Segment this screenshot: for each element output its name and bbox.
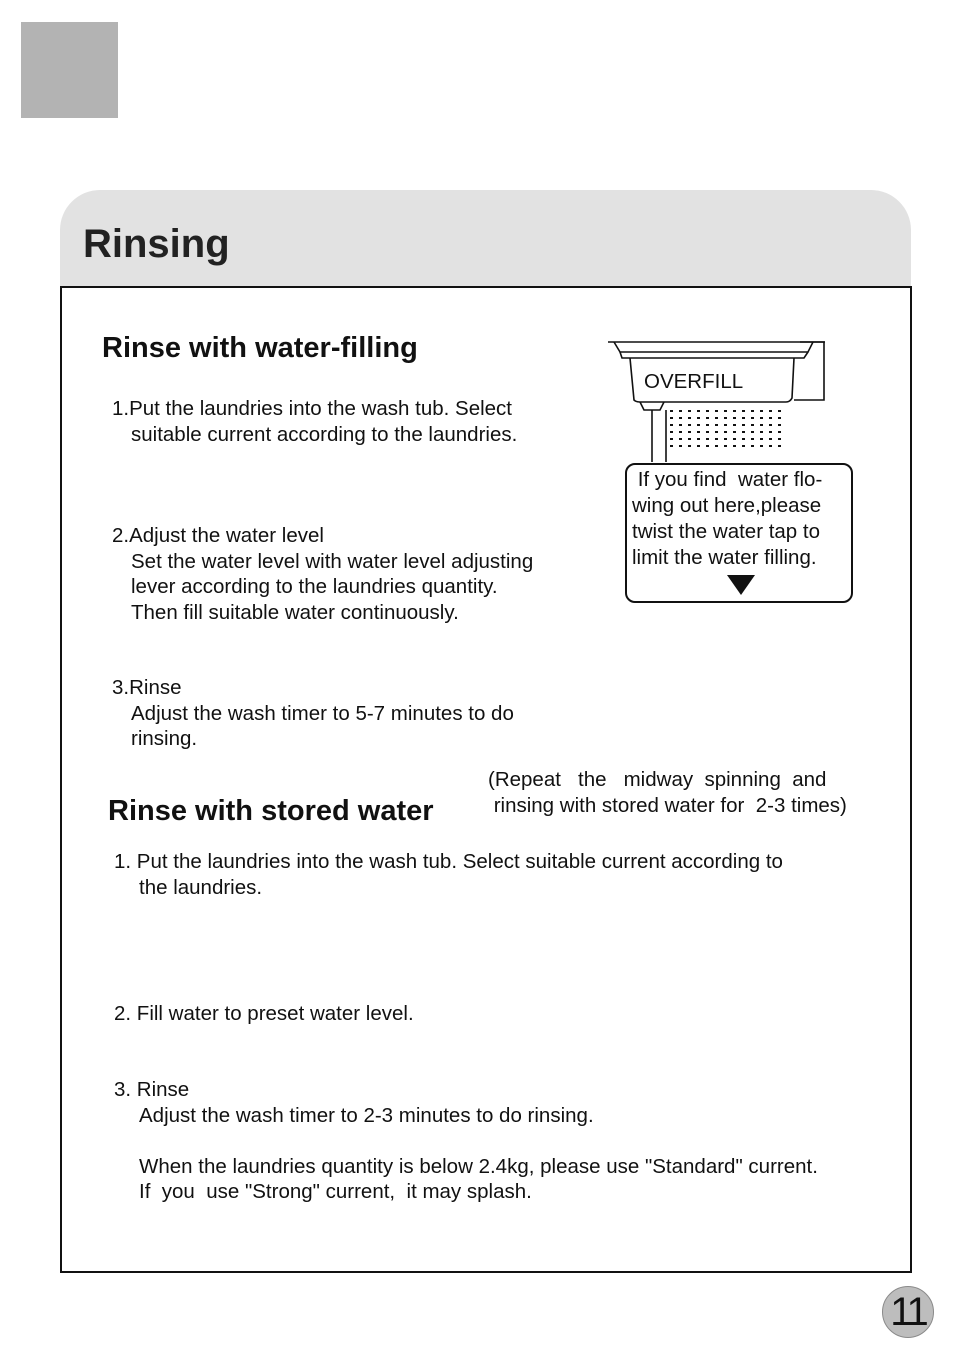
callout-text: limit the water filling. xyxy=(632,546,817,569)
step-text: rinsing. xyxy=(131,727,198,750)
step-text: lever according to the laundries quantity. xyxy=(131,575,498,598)
page-number-badge: 11 xyxy=(882,1286,934,1338)
step-text: When the laundries quantity is below 2.4kg, please use "Standard" current. xyxy=(139,1154,818,1178)
callout-text: wing out here,please xyxy=(632,494,822,517)
page-title: Rinsing xyxy=(83,222,230,266)
down-arrow-icon xyxy=(727,575,755,595)
step-3-stored-water xyxy=(114,1077,904,1205)
step-2-stored-water xyxy=(114,1001,884,1027)
step-text: 2.Adjust the water level xyxy=(112,524,324,547)
step-text: 3. Rinse xyxy=(114,1078,190,1101)
repeat-note xyxy=(488,767,888,818)
step-text: the laundries. xyxy=(139,875,263,899)
callout-text: If you find water flo- xyxy=(632,468,823,491)
step-text: 2. Fill water to preset water level. xyxy=(114,1002,414,1025)
step-text: If you use "Strong" current, it may splash. xyxy=(139,1180,532,1203)
note-text: (Repeat the midway spinning and xyxy=(488,768,827,791)
tub-rim xyxy=(614,342,813,352)
step-text: Adjust the wash timer to 2-3 minutes to do rinsing. xyxy=(139,1103,594,1127)
outlet xyxy=(640,402,664,410)
step-1-water-filling xyxy=(112,396,582,447)
step-1-stored-water xyxy=(114,849,884,900)
section-heading-water-filling: Rinse with water-filling xyxy=(102,332,418,364)
step-text: 1.Put the laundries into the wash tub. Select xyxy=(112,397,513,420)
water-drops xyxy=(670,410,781,447)
overfill-diagram xyxy=(600,330,840,470)
overfill-callout xyxy=(625,463,853,603)
callout-text: twist the water tap to xyxy=(632,520,821,543)
step-text: Set the water level with water level adjusting xyxy=(131,549,534,573)
tub-lip xyxy=(620,352,808,358)
section-heading-stored-water: Rinse with stored water xyxy=(108,795,434,827)
step-text: Then fill suitable water continuously. xyxy=(131,600,459,624)
step-text: suitable current according to the laundries. xyxy=(131,422,518,446)
step-text: 1. Put the laundries into the wash tub. Select suitable current according to xyxy=(114,850,783,873)
step-text: 3.Rinse xyxy=(112,676,182,699)
corner-marker xyxy=(21,22,118,118)
note-text: rinsing with stored water for 2-3 times) xyxy=(488,793,847,817)
step-2-water-filling xyxy=(112,523,582,625)
step-3-water-filling xyxy=(112,675,582,752)
overfill-label: OVERFILL xyxy=(644,370,744,393)
step-text: Adjust the wash timer to 5-7 minutes to do xyxy=(131,701,514,725)
